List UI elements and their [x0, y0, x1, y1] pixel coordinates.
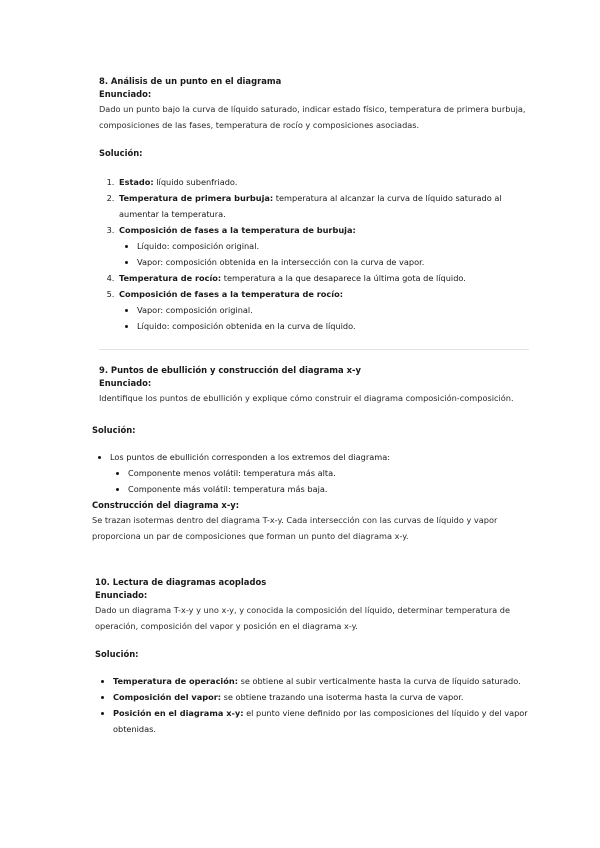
sub-list-item: • Líquido: composición original.	[137, 238, 539, 254]
list-item: 1. Estado: líquido subenfriado.	[117, 174, 539, 190]
section-10-enunciado: Dado un diagrama T-x-y y uno x-y, y conocida la composición del líquido, determinar temperatura de operación, composición del vapor y posición en el diagrama x-y.	[95, 605, 511, 631]
list-item: • Composición del vapor: se obtiene trazando una isoterma hasta la curva de vapor.	[113, 689, 535, 705]
section-9-title: 9. Puntos de ebullición y construcción del diagrama x-y	[99, 365, 361, 375]
section-10-title: 10. Lectura de diagramas acoplados	[95, 577, 267, 587]
section-9	[92, 364, 539, 544]
list-item: 4. Temperatura de rocío: temperatura a la que desaparece la última gota de líquido.	[117, 270, 539, 286]
section-10-enunciado-label: Enunciado:	[95, 590, 148, 600]
list-item: 3. Composición de fases a la temperatura de burbuja: • Líquido: composición original. • Vapor: composición obtenida en la intersección con la curva de vapor.	[117, 222, 539, 270]
section-9-construccion: Se trazan isotermas dentro del diagrama T-x-y. Cada intersección con las curvas de líquido y vapor proporciona un par de composiciones que forman un punto del diagrama x-y.	[92, 515, 498, 541]
section-10-solution-list	[95, 673, 535, 737]
section-9-construccion-label: Construcción del diagrama x-y:	[92, 500, 240, 510]
section-8	[99, 75, 539, 334]
sub-list-item: • Vapor: composición obtenida en la intersección con la curva de vapor.	[137, 254, 539, 270]
section-9-solution-list	[92, 449, 539, 497]
section-8-solucion-label: Solución:	[99, 148, 143, 158]
section-9-enunciado: Identifique los puntos de ebullición y explique cómo construir el diagrama composición-composición.	[99, 393, 514, 403]
sub-list-item: • Componente más volátil: temperatura más baja.	[128, 481, 539, 497]
section-8-enunciado: Dado un punto bajo la curva de líquido saturado, indicar estado físico, temperatura de primera burbuja, composiciones de las fases, temperatura de rocío y composiciones asociadas.	[99, 104, 526, 130]
list-item: • Temperatura de operación: se obtiene al subir verticalmente hasta la curva de líquido saturado.	[113, 673, 535, 689]
list-item: 2. Temperatura de primera burbuja: temperatura al alcanzar la curva de líquido saturado al aumentar la temperatura.	[117, 190, 539, 222]
sub-list-item: • Líquido: composición obtenida en la curva de líquido.	[137, 318, 539, 334]
sub-list	[119, 238, 539, 270]
sub-list	[110, 465, 539, 497]
section-10	[95, 576, 535, 737]
list-item: • Los puntos de ebullición corresponden a los extremos del diagrama: • Componente menos volátil: temperatura más alta. • Componente más volátil: temperatura más baja.	[110, 449, 539, 497]
sub-list-item: • Vapor: composición original.	[137, 302, 539, 318]
section-8-title: 8. Análisis de un punto en el diagrama	[99, 76, 282, 86]
list-item: • Posición en el diagrama x-y: el punto viene definido por las composiciones del líquido y del vapor obtenidas.	[113, 705, 535, 737]
section-8-enunciado-label: Enunciado:	[99, 89, 152, 99]
sub-list	[119, 302, 539, 334]
section-8-solution-list	[99, 174, 539, 334]
section-divider	[99, 349, 529, 350]
section-10-solucion-label: Solución:	[95, 649, 139, 659]
section-9-solucion-label: Solución:	[92, 425, 136, 435]
list-item: 5. Composición de fases a la temperatura de rocío: • Vapor: composición original. • Líquido: composición obtenida en la curva de líquido.	[117, 286, 539, 334]
section-9-enunciado-label: Enunciado:	[99, 378, 152, 388]
sub-list-item: • Componente menos volátil: temperatura más alta.	[128, 465, 539, 481]
